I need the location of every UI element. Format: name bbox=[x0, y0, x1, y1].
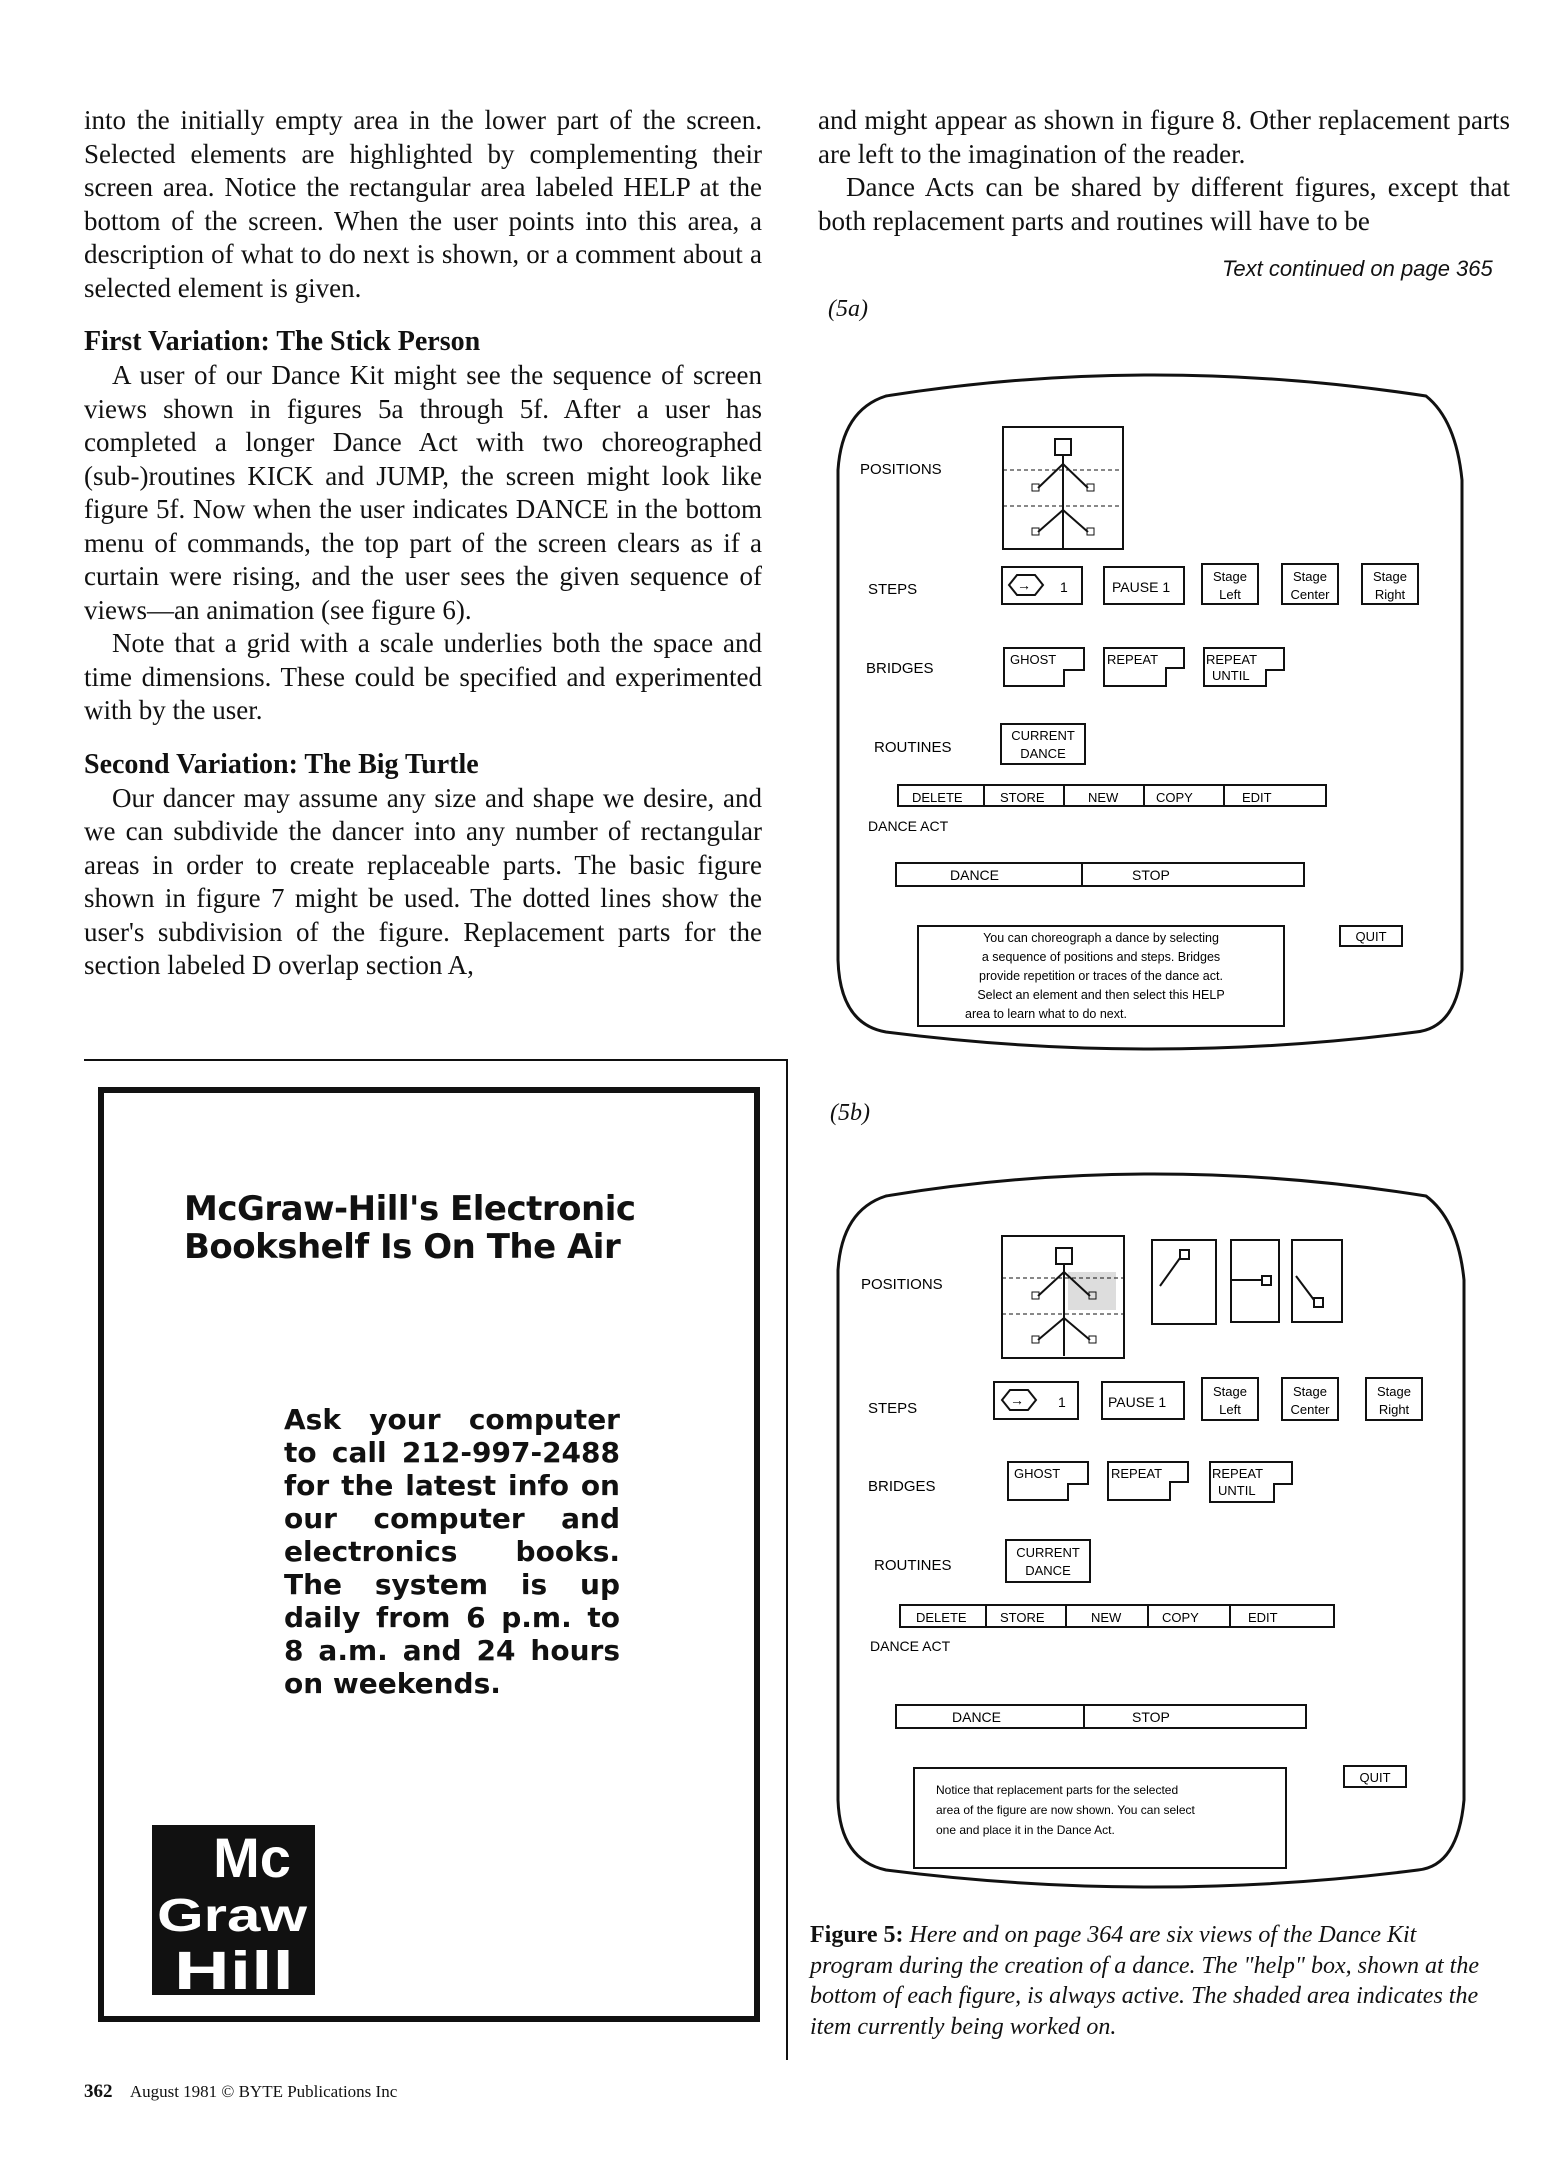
help-box[interactable] bbox=[918, 926, 1284, 1026]
positions-label: POSITIONS bbox=[861, 1276, 943, 1293]
stage-right-button[interactable] bbox=[1366, 1378, 1422, 1420]
svg-text:Stage: Stage bbox=[1213, 569, 1247, 584]
store-command[interactable]: STORE bbox=[1000, 790, 1045, 805]
copy-command[interactable]: COPY bbox=[1156, 790, 1193, 805]
routines-label: ROUTINES bbox=[874, 1557, 952, 1574]
bridges-label: BRIDGES bbox=[866, 660, 934, 677]
svg-text:QUIT: QUIT bbox=[1355, 929, 1387, 944]
edit-command[interactable]: EDIT bbox=[1248, 1610, 1278, 1625]
quit-button[interactable] bbox=[1340, 926, 1402, 946]
step-count: 1 bbox=[1058, 1394, 1066, 1410]
divider bbox=[84, 1059, 788, 1061]
svg-text:Stage: Stage bbox=[1373, 569, 1407, 584]
repeat-bridge[interactable] bbox=[1104, 648, 1184, 686]
steps-label: STEPS bbox=[868, 1400, 918, 1417]
position-stick-figure[interactable] bbox=[1002, 1236, 1124, 1358]
svg-text:Stage: Stage bbox=[1377, 1384, 1411, 1399]
svg-text:DANCE: DANCE bbox=[1020, 746, 1066, 761]
copy-command[interactable]: COPY bbox=[1162, 1610, 1199, 1625]
caption-text: Here and on page 364 are six views of the Dance Kit program during the creation of a dance. The "help" box, shown at the bottom of each figure, is always active. The shaded area indicates the item currently being worked on. bbox=[810, 1922, 1479, 2040]
svg-text:area of the figure are now sho: area of the figure are now shown. You can select bbox=[936, 1803, 1195, 1817]
svg-text:PAUSE 1: PAUSE 1 bbox=[1108, 1394, 1167, 1410]
svg-text:REPEAT: REPEAT bbox=[1107, 652, 1159, 667]
figure-caption bbox=[810, 1920, 1502, 2042]
stop-button[interactable]: STOP bbox=[1132, 1709, 1170, 1725]
svg-text:QUIT: QUIT bbox=[1359, 1770, 1391, 1785]
body-paragraph: and might appear as shown in figure 8. Other replacement parts are left to the imagination of the reader. bbox=[818, 105, 1510, 169]
svg-text:GHOST: GHOST bbox=[1010, 652, 1057, 667]
svg-text:REPEAT: REPEAT bbox=[1206, 652, 1258, 667]
svg-text:Select an element and then sel: Select an element and then select this HELP bbox=[977, 988, 1225, 1002]
right-column bbox=[818, 104, 1510, 238]
svg-text:Center: Center bbox=[1290, 1402, 1330, 1417]
svg-text:UNTIL: UNTIL bbox=[1218, 1483, 1256, 1498]
ghost-bridge[interactable] bbox=[1008, 1462, 1088, 1500]
dance-act-label: DANCE ACT bbox=[870, 1638, 951, 1654]
svg-text:Right: Right bbox=[1378, 1402, 1410, 1417]
svg-text:Stage: Stage bbox=[1293, 1384, 1327, 1399]
svg-text:Notice that replacement parts: Notice that replacement parts for the selected bbox=[936, 1783, 1179, 1797]
figure-5b-screen bbox=[826, 1160, 1476, 1900]
ad-body: Ask your computer to call 212-997-2488 for the latest info on our computer and electronics books. The system is up daily from 6 p.m. to 8 a.m. and 24 hours on weekends. bbox=[284, 1403, 620, 1700]
stage-right-button[interactable] bbox=[1362, 564, 1418, 604]
help-box[interactable] bbox=[914, 1768, 1286, 1868]
svg-text:REPEAT: REPEAT bbox=[1111, 1466, 1163, 1481]
svg-text:Left: Left bbox=[1219, 587, 1241, 602]
steps-label: STEPS bbox=[868, 581, 918, 598]
divider bbox=[786, 1060, 788, 2060]
svg-text:Graw: Graw bbox=[157, 1889, 308, 1941]
svg-text:You can choreograph a dance by: You can choreograph a dance by selecting bbox=[983, 931, 1219, 945]
svg-text:one and place it in the Dance: one and place it in the Dance Act. bbox=[936, 1823, 1115, 1837]
current-dance-routine[interactable] bbox=[1006, 1540, 1090, 1582]
svg-text:UNTIL: UNTIL bbox=[1212, 668, 1250, 683]
arrow-right-icon: → bbox=[1010, 1392, 1024, 1408]
figure-label: (5b) bbox=[830, 1100, 870, 1126]
body-paragraph: into the initially empty area in the lower part of the screen. Selected elements are highlighted by complementing their screen area. Notice the rectangular area labeled HELP at the bottom of the screen. When the user points into this area, a description of what to do next is shown, or a comment about a selected element is given. bbox=[84, 105, 762, 303]
page-number: 362 bbox=[84, 2081, 113, 2102]
continued-note: Text continued on page 365 bbox=[1222, 256, 1493, 281]
left-column bbox=[84, 104, 762, 983]
body-paragraph: Dance Acts can be shared by different figures, except that both replacement parts and routines will have to be bbox=[818, 172, 1510, 236]
svg-text:DANCE: DANCE bbox=[1025, 1563, 1071, 1578]
section-heading: Second Variation: The Big Turtle bbox=[84, 748, 479, 780]
svg-text:Stage: Stage bbox=[1293, 569, 1327, 584]
position-stick-figure[interactable] bbox=[1003, 427, 1123, 549]
dance-button[interactable]: DANCE bbox=[952, 1709, 1002, 1725]
stage-left-button[interactable] bbox=[1202, 1378, 1258, 1420]
stage-left-button[interactable] bbox=[1202, 564, 1258, 604]
arrow-right-icon: → bbox=[1017, 577, 1031, 593]
mcgraw-hill-logo bbox=[152, 1825, 315, 1995]
new-command[interactable]: NEW bbox=[1091, 1610, 1122, 1625]
replacement-part-down[interactable] bbox=[1292, 1240, 1342, 1322]
svg-text:CURRENT: CURRENT bbox=[1016, 1545, 1080, 1560]
stage-center-button[interactable] bbox=[1282, 564, 1338, 604]
pause-button[interactable] bbox=[1102, 1382, 1184, 1419]
figure-5a-screen bbox=[826, 360, 1476, 1060]
caption-label: Figure 5: bbox=[810, 1922, 904, 1948]
svg-text:REPEAT: REPEAT bbox=[1212, 1466, 1264, 1481]
svg-text:Center: Center bbox=[1290, 587, 1330, 602]
svg-text:area to learn what to do next.: area to learn what to do next. bbox=[965, 1007, 1127, 1021]
delete-command[interactable]: DELETE bbox=[912, 790, 963, 805]
replacement-part-side[interactable] bbox=[1231, 1240, 1279, 1322]
new-command[interactable]: NEW bbox=[1088, 790, 1119, 805]
footer-text: August 1981 © BYTE Publications Inc bbox=[129, 2082, 398, 2101]
dance-act-label: DANCE ACT bbox=[868, 818, 949, 834]
delete-command[interactable]: DELETE bbox=[916, 1610, 967, 1625]
stop-button[interactable]: STOP bbox=[1132, 867, 1170, 883]
svg-text:Left: Left bbox=[1219, 1402, 1241, 1417]
quit-button[interactable] bbox=[1344, 1766, 1406, 1787]
repeat-bridge[interactable] bbox=[1108, 1462, 1188, 1500]
page-footer bbox=[84, 2081, 397, 2103]
step-button[interactable] bbox=[1002, 567, 1082, 604]
svg-text:GHOST: GHOST bbox=[1014, 1466, 1061, 1481]
routines-label: ROUTINES bbox=[874, 739, 952, 756]
step-button[interactable] bbox=[994, 1382, 1078, 1419]
svg-text:PAUSE 1: PAUSE 1 bbox=[1112, 579, 1171, 595]
svg-text:Stage: Stage bbox=[1213, 1384, 1247, 1399]
bridges-label: BRIDGES bbox=[868, 1478, 936, 1495]
ghost-bridge[interactable] bbox=[1004, 648, 1084, 686]
dance-button[interactable]: DANCE bbox=[950, 867, 1000, 883]
svg-text:CURRENT: CURRENT bbox=[1011, 728, 1075, 743]
ad-headline: McGraw-Hill's Electronic Bookshelf Is On The Air bbox=[184, 1189, 636, 1267]
stage-center-button[interactable] bbox=[1282, 1378, 1338, 1420]
svg-text:Hill: Hill bbox=[174, 1941, 294, 1995]
body-paragraph: Our dancer may assume any size and shape we desire, and we can subdivide the dancer into any number of rectangular areas in order to create replaceable parts. The basic figure shown in figure 7 might be used. The dotted lines show the user's subdivision of the figure. Replacement parts for the section labeled D overlap section A, bbox=[84, 782, 762, 980]
current-dance-routine[interactable] bbox=[1001, 724, 1085, 764]
svg-text:a sequence of positions and st: a sequence of positions and steps. Bridges bbox=[981, 950, 1221, 964]
section-heading: First Variation: The Stick Person bbox=[84, 326, 481, 357]
repeat-until-bridge[interactable] bbox=[1210, 1462, 1292, 1502]
svg-text:Right: Right bbox=[1374, 587, 1406, 602]
figure-label: (5a) bbox=[828, 296, 868, 322]
svg-text:Mc: Mc bbox=[213, 1826, 291, 1889]
body-paragraph: Note that a grid with a scale underlies both the space and time dimensions. These could be specified and experimented with by the user. bbox=[84, 628, 762, 725]
pause-button[interactable] bbox=[1104, 567, 1184, 604]
edit-command[interactable]: EDIT bbox=[1242, 790, 1272, 805]
svg-text:provide repetition or traces o: provide repetition or traces of the dance act. bbox=[979, 969, 1223, 983]
repeat-until-bridge[interactable] bbox=[1204, 648, 1284, 686]
store-command[interactable]: STORE bbox=[1000, 1610, 1045, 1625]
step-count: 1 bbox=[1060, 579, 1068, 595]
replacement-part-up[interactable] bbox=[1152, 1240, 1216, 1324]
body-paragraph: A user of our Dance Kit might see the sequence of screen views shown in figures 5a through 5f. After a user has completed a longer Dance Act with two choreographed (sub-)routines KICK and JUMP, the screen might look like figure 5f. Now when the user indicates DANCE in the bottom menu of commands, the top part of the screen clears as if a curtain were rising, and the user sees the given sequence of views—an animation (see figure 6). bbox=[84, 360, 762, 625]
positions-label: POSITIONS bbox=[860, 461, 942, 478]
